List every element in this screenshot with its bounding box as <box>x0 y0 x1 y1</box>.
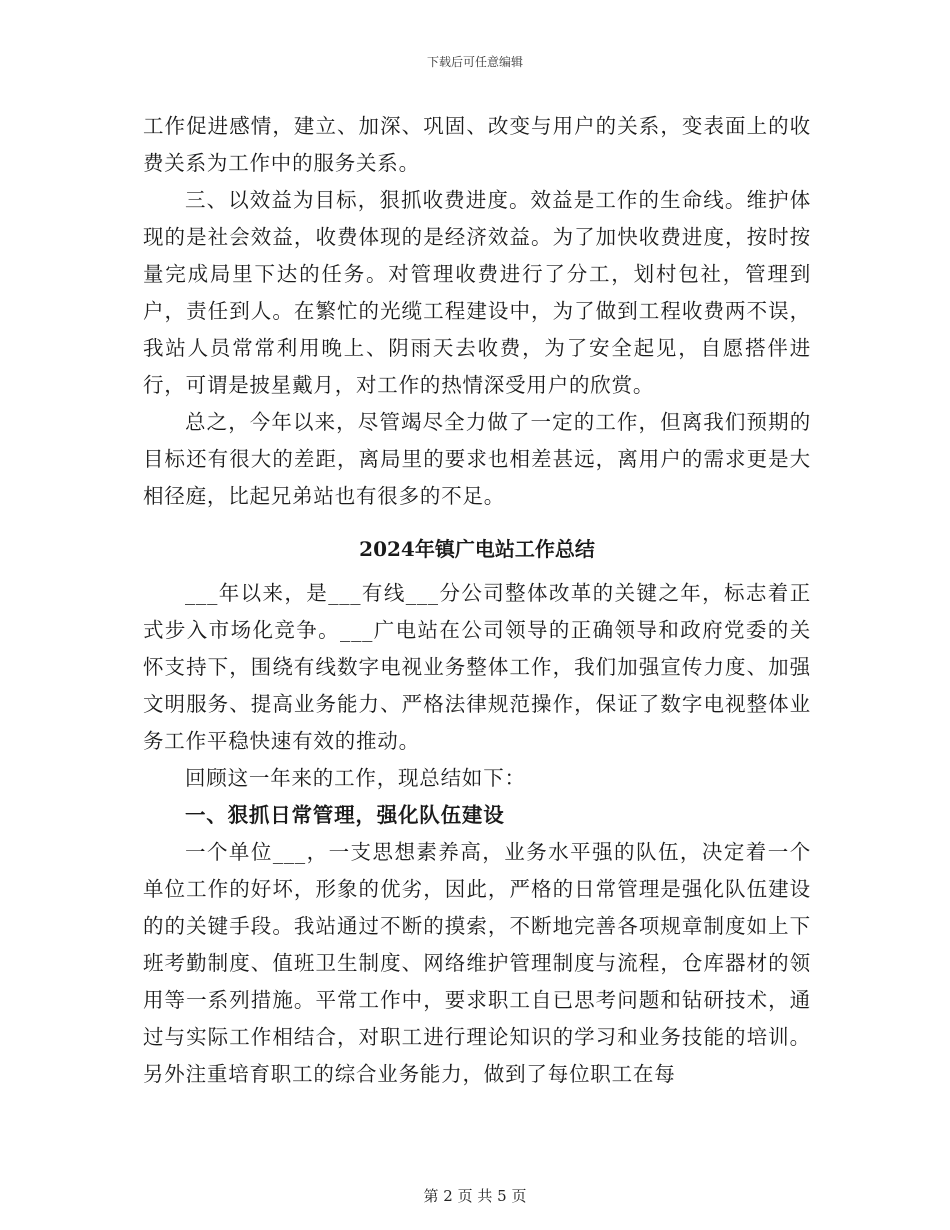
paragraph-4: ___年以来，是___有线___分公司整体改革的关键之年，标志着正式步入市场化竞争。___广电站在公司领导的正确领导和政府党委的关怀支持下，围绕有线数字电视业务整体工作，我们加强宣传力度、加强文明服务、提高业务能力、严格法律规范操作，保证了数字电视整体业务工作平稳快速有效的推动。 <box>143 581 811 753</box>
paragraph-5: 回顾这一年来的工作，现总结如下： <box>185 766 526 790</box>
document-body <box>143 108 811 1093</box>
paragraph-1: 工作促进感情，建立、加深、巩固、改变与用户的关系，变表面上的收费关系为工作中的服务关系。 <box>143 114 811 175</box>
paragraph-3: 总之，今年以来，尽管竭尽全力做了一定的工作，但离我们预期的目标还有很大的差距，离局里的要求也相差甚远，离用户的需求更是大相径庭，比起兄弟站也有很多的不足。 <box>143 410 811 508</box>
paragraph-6: 一个单位___，一支思想素养高，业务水平强的队伍，决定着一个单位工作的好坏，形象的优劣，因此，严格的日常管理是强化队伍建设的的关键手段。我站通过不断的摸索，不断地完善各项规章制度如上下班考勤制度、值班卫生制度、网络维护管理制度与流程，仓库器材的领用等一系列措施。平常工作中，要求职工自已思考问题和钻研技术，通过与实际工作相结合，对职工进行理论知识的学习和业务技能的培训。另外注重培育职工的综合业务能力，做到了每位职工在每 <box>143 840 811 1086</box>
page-header: 下载后可任意编辑 <box>426 55 523 69</box>
section-heading-1: 一、狠抓日常管理，强化队伍建设 <box>185 803 505 827</box>
document-title: 2024年镇广电站工作总结 <box>359 537 595 561</box>
paragraph-2: 三、以效益为目标，狠抓收费进度。效益是工作的生命线。维护体现的是社会效益，收费体现的是经济效益。为了加快收费进度，按时按量完成局里下达的任务。对管理收费进行了分工，划村包社，管理到户，责任到人。在繁忙的光缆工程建设中，为了做到工程收费两不误，我站人员常常利用晚上、阴雨天去收费，为了安全起见，自愿搭伴进行，可谓是披星戴月，对工作的热情深受用户的欣赏。 <box>143 188 811 397</box>
page-footer: 第 2 页 共 5 页 <box>423 1187 527 1205</box>
